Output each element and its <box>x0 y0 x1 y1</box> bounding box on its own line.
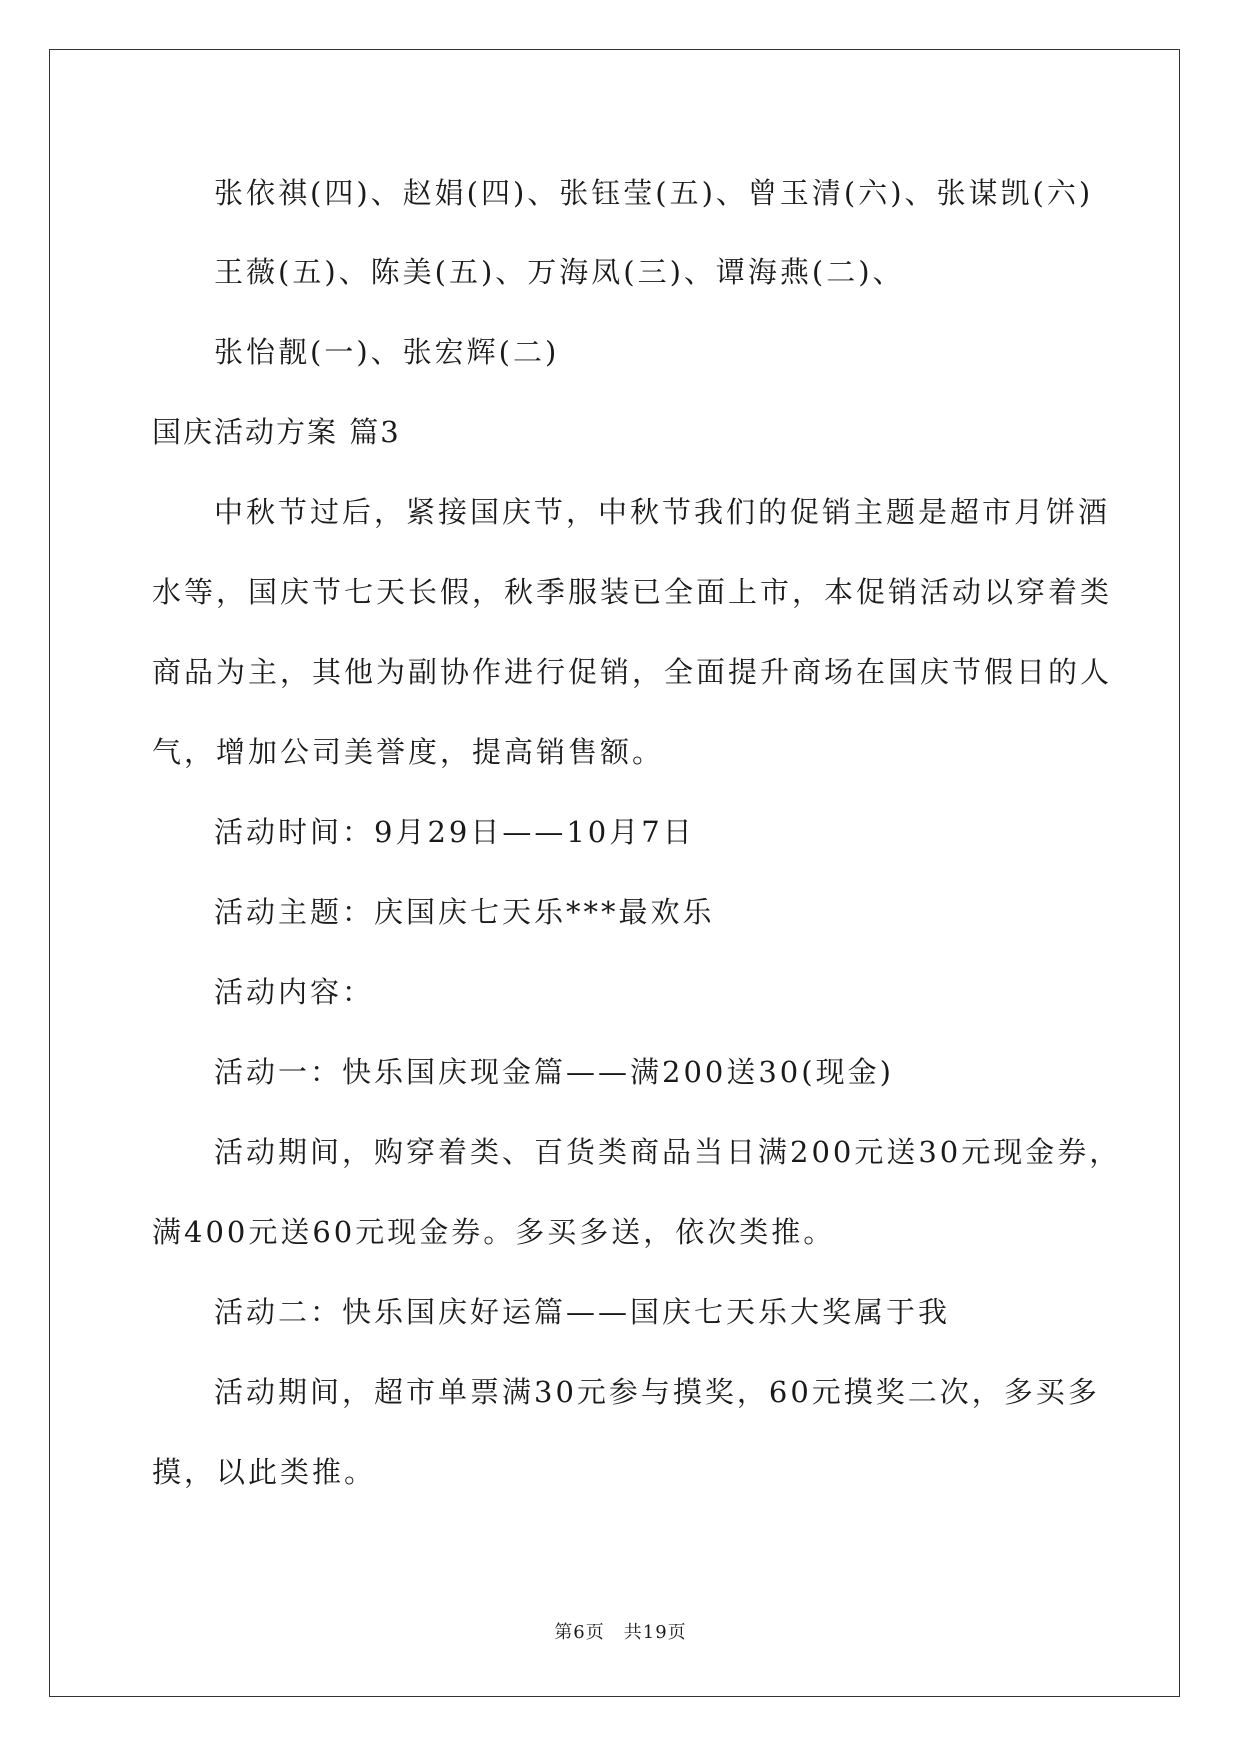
intro-paragraph-line-2: 水等，国庆节七天长假，秋季服装已全面上市，本促销活动以穿着类 <box>152 575 1113 609</box>
activity-two-line-2: 摸，以此类推。 <box>152 1455 377 1489</box>
intro-paragraph-line-4: 气，增加公司美誉度，提高销售额。 <box>152 735 665 769</box>
activity-content-label: 活动内容： <box>214 975 375 1009</box>
page-number: 第6页 共19页 <box>554 1622 687 1643</box>
activity-two-line-1: 活动期间，超市单票满30元参与摸奖，60元摸奖二次，多买多 <box>214 1375 1100 1409</box>
activity-one-title: 活动一：快乐国庆现金篇——满200送30(现金) <box>214 1055 894 1089</box>
intro-paragraph-line-3: 商品为主，其他为副协作进行促销，全面提升商场在国庆节假日的人 <box>152 655 1113 689</box>
activity-one-line-1: 活动期间，购穿着类、百货类商品当日满200元送30元现金券， <box>214 1135 1122 1169</box>
name-list-line-1: 张依祺(四)、赵娟(四)、张钰莹(五)、曾玉清(六)、张谋凯(六) <box>214 176 1094 210</box>
activity-one-line-2: 满400元送60元现金券。多买多送，依次类推。 <box>152 1215 836 1249</box>
section-heading: 国庆活动方案 篇3 <box>152 415 401 449</box>
activity-two-title: 活动二：快乐国庆好运篇——国庆七天乐大奖属于我 <box>214 1295 951 1329</box>
activity-theme: 活动主题：庆国庆七天乐***最欢乐 <box>214 895 715 929</box>
intro-paragraph-line-1: 中秋节过后，紧接国庆节，中秋节我们的促销主题是超市月饼酒 <box>214 495 1111 529</box>
name-list-line-3: 张怡靓(一)、张宏辉(二) <box>214 335 560 369</box>
page-border <box>49 49 1180 1697</box>
activity-time: 活动时间：9月29日——10月7日 <box>214 815 695 849</box>
name-list-line-2: 王薇(五)、陈美(五)、万海凤(三)、谭海燕(二)、 <box>214 255 905 289</box>
